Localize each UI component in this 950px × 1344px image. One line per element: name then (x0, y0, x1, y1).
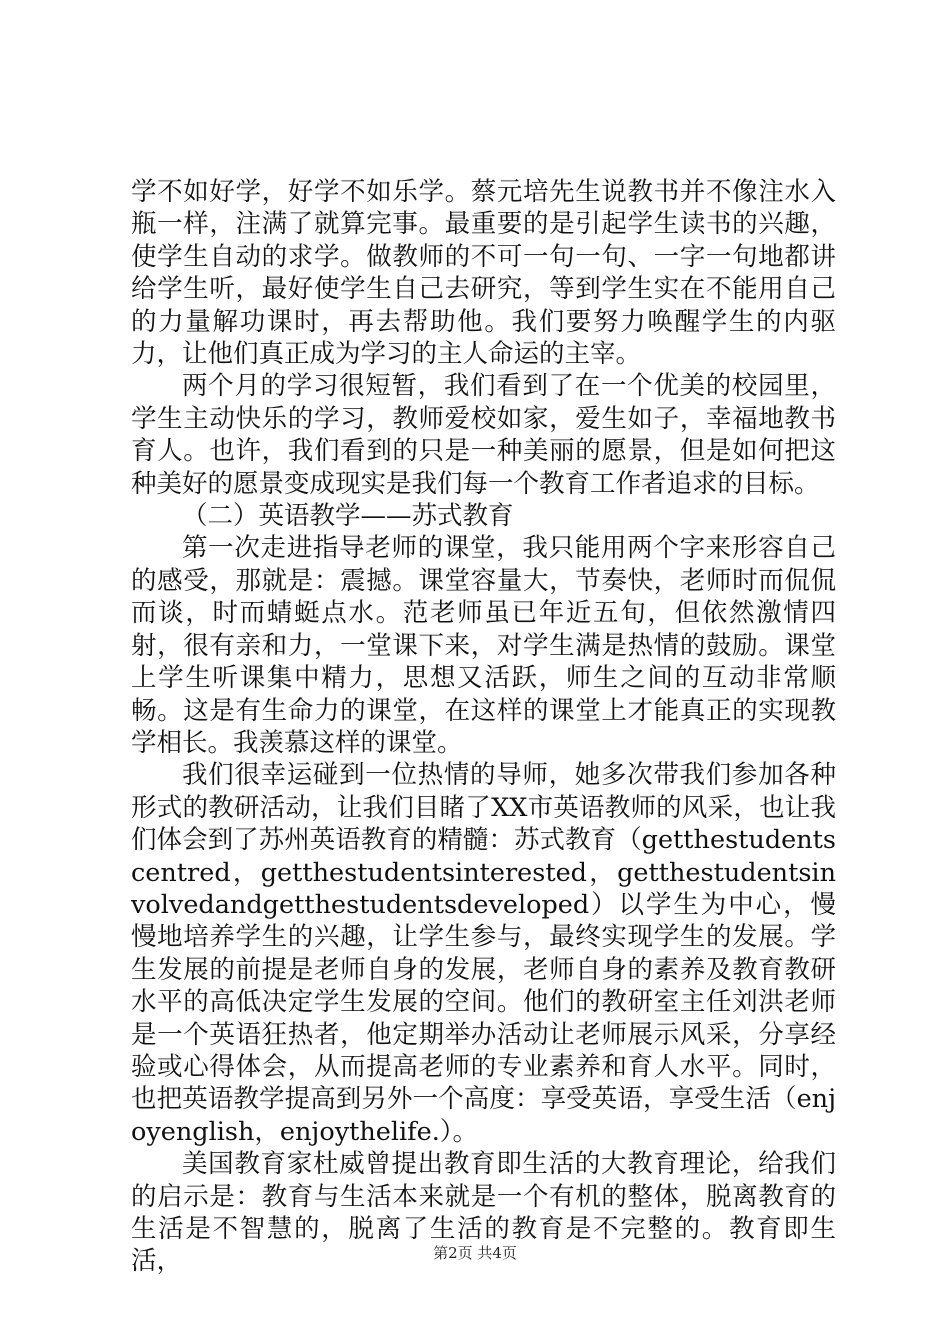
section-heading-english-teaching: （二）英语教学——苏式教育 (182, 501, 514, 532)
paragraph-dewey-theory: 美国教育家杜威曾提出教育即生活的大教育理论，给我们的启示是：教育与生活本来就是一个有机的整体，脱离教育的生活是不智慧的，脱离了生活的教育是不完整的。教育即生活， (131, 1149, 836, 1277)
paragraph-first-classroom: 第一次走进指导老师的课堂，我只能用两个字来形容自己的感受，那就是：震撼。课堂容量大，节奏快，老师时而侃侃而谈，时而蜻蜓点水。范老师虽已年近五旬，但依然激情四射，很有亲和力，一堂课下来，对学生满是热情的鼓励。课堂上学生听课集中精力，思想又活跃，师生之间的互动非常顺畅。这是有生命力的课堂，在这样的课堂上才能真正的实现教学相长。我羡慕这样的课堂。 (131, 533, 836, 758)
document-body (131, 176, 836, 1278)
paragraph-suzhou-education: 我们很幸运碰到一位热情的导师，她多次带我们参加各种形式的教研活动，让我们目睹了XX市英语教师的风采，也让我们体会到了苏州英语教育的精髓：苏式教育（getthestudentscentred，getthestudentsinterested，getthestudentsinvolvedandgetthestudentsdeveloped）以学生为中心，慢慢地培养学生的兴趣，让学生参与，最终实现学生的发展。学生发展的前提是老师自身的发展，老师自身的素养及教育教研水平的高低决定学生发展的空间。他们的教研室主任刘洪老师是一个英语狂热者，他定期举办活动让老师展示风采，分享经验或心得体会，从而提高老师的专业素养和育人水平。同时，也把英语教学提高到另外一个高度：享受英语，享受生活（enjoyenglish，enjoythelife.）。 (131, 760, 836, 1147)
paragraph-continuation: 学不如好学，好学不如乐学。蔡元培先生说教书并不像注水入瓶一样，注满了就算完事。最重要的是引起学生读书的兴趣，使学生自动的求学。做教师的不可一句一句、一字一句地都讲给学生听，最好使学生自己去研究，等到学生实在不能用自己的力量解功课时，再去帮助他。我们要努力唤醒学生的内驱力，让他们真正成为学习的主人命运的主宰。 (131, 177, 836, 370)
paragraph-campus-vision: 两个月的学习很短暂，我们看到了在一个优美的校园里，学生主动快乐的学习，教师爱校如家，爱生如子，幸福地教书育人。也许，我们看到的只是一种美丽的愿景，但是如何把这种美好的愿景变成现实是我们每一个教育工作者追求的目标。 (131, 371, 836, 499)
page-footer: 第2页 共4页 (433, 1244, 517, 1262)
